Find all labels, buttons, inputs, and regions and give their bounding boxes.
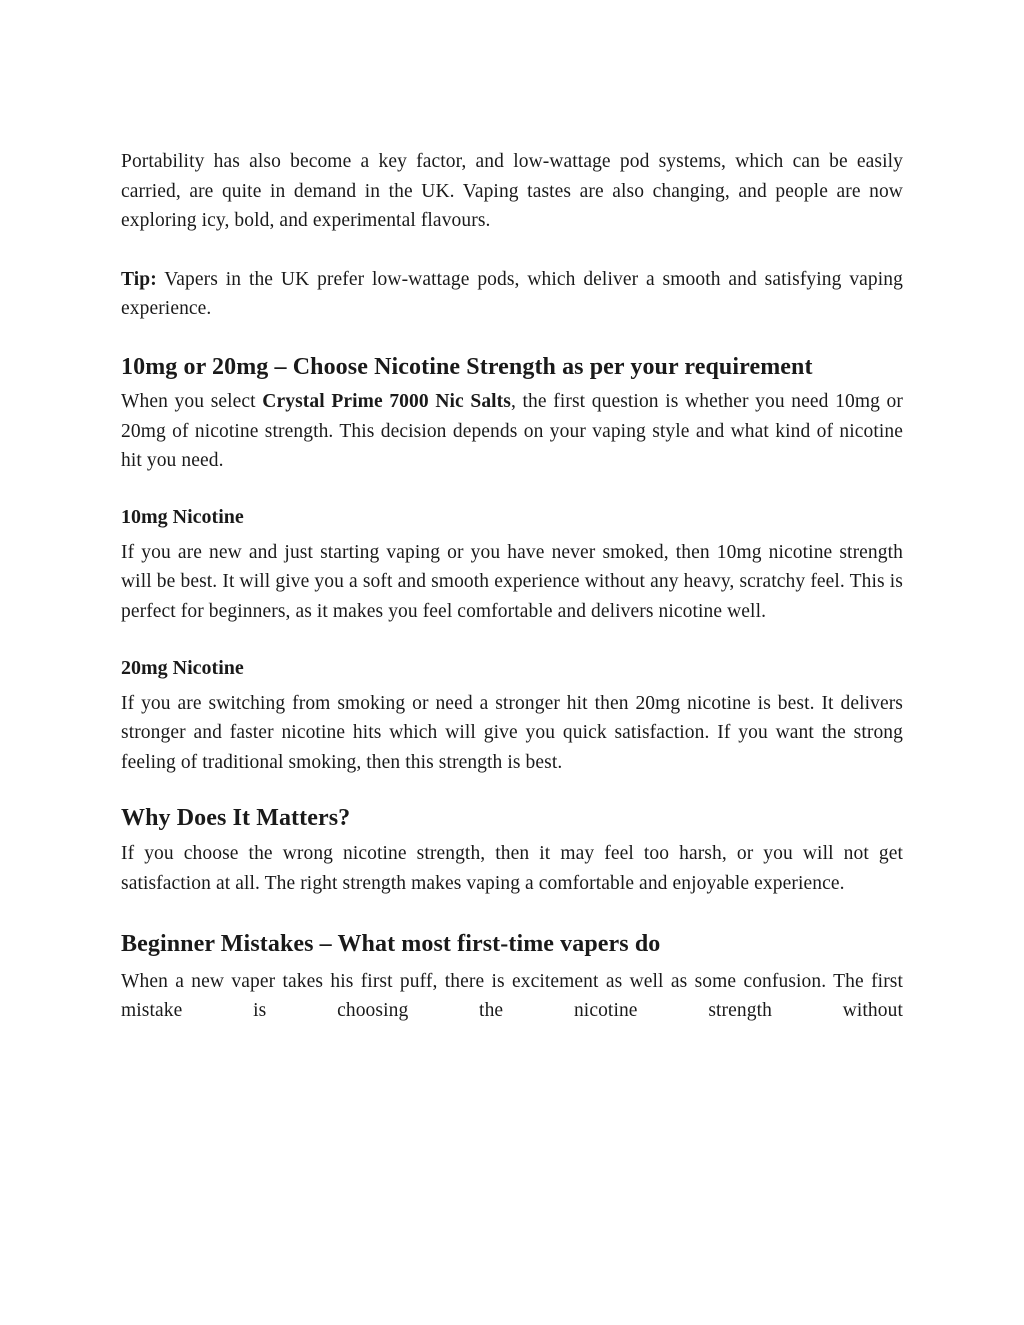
mistakes-paragraph: When a new vaper takes his first puff, there is excitement as well as some confusion. The first mistake is choosing the nicotine strength without bbox=[121, 970, 903, 1022]
tip-text: Vapers in the UK prefer low-wattage pods, which deliver a smooth and satisfying vaping experience. bbox=[121, 268, 903, 320]
ten-mg-paragraph: If you are new and just starting vaping or you have never smoked, then 10mg nicotine strength will be best. It will give you a soft and smooth experience without any heavy, scratchy feel. This is perfect for beginners, as it makes you feel comfortable and delivers nicotine well. bbox=[121, 541, 903, 622]
twenty-mg-paragraph: If you are switching from smoking or need a stronger hit then 20mg nicotine is best. It delivers stronger and faster nicotine hits which will give you quick satisfaction. If you want the strong feeling of traditional smoking, then this strength is best. bbox=[121, 692, 903, 773]
mistakes-heading: Beginner Mistakes – What most first-time vapers do bbox=[121, 930, 661, 957]
document-page bbox=[121, 147, 903, 1026]
why-paragraph: If you choose the wrong nicotine strength, then it may feel too harsh, or you will not get satisfaction at all. The right strength makes vaping a comfortable and enjoyable experience. bbox=[121, 843, 903, 894]
product-name: Crystal Prime 7000 Nic Salts bbox=[262, 390, 511, 412]
twenty-mg-heading: 20mg Nicotine bbox=[121, 656, 244, 679]
strength-intro-before: When you select bbox=[121, 390, 263, 412]
strength-heading: 10mg or 20mg – Choose Nicotine Strength as per your requirement bbox=[121, 353, 813, 380]
strength-intro-paragraph bbox=[121, 387, 903, 476]
strength-intro-after: , the first question is whether you need 10mg or 20mg of nicotine strength. This decision depends on your vaping style and what kind of nicotine hit you need. bbox=[121, 390, 903, 472]
intro-paragraph: Portability has also become a key factor, and low-wattage pod systems, which can be easily carried, are quite in demand in the UK. Vaping tastes are also changing, and people are now exploring icy, bold, and experimental flavours. bbox=[121, 151, 903, 232]
ten-mg-heading: 10mg Nicotine bbox=[121, 505, 244, 528]
why-heading: Why Does It Matters? bbox=[121, 805, 351, 832]
tip-paragraph bbox=[121, 265, 903, 324]
tip-label: Tip: bbox=[121, 268, 157, 290]
